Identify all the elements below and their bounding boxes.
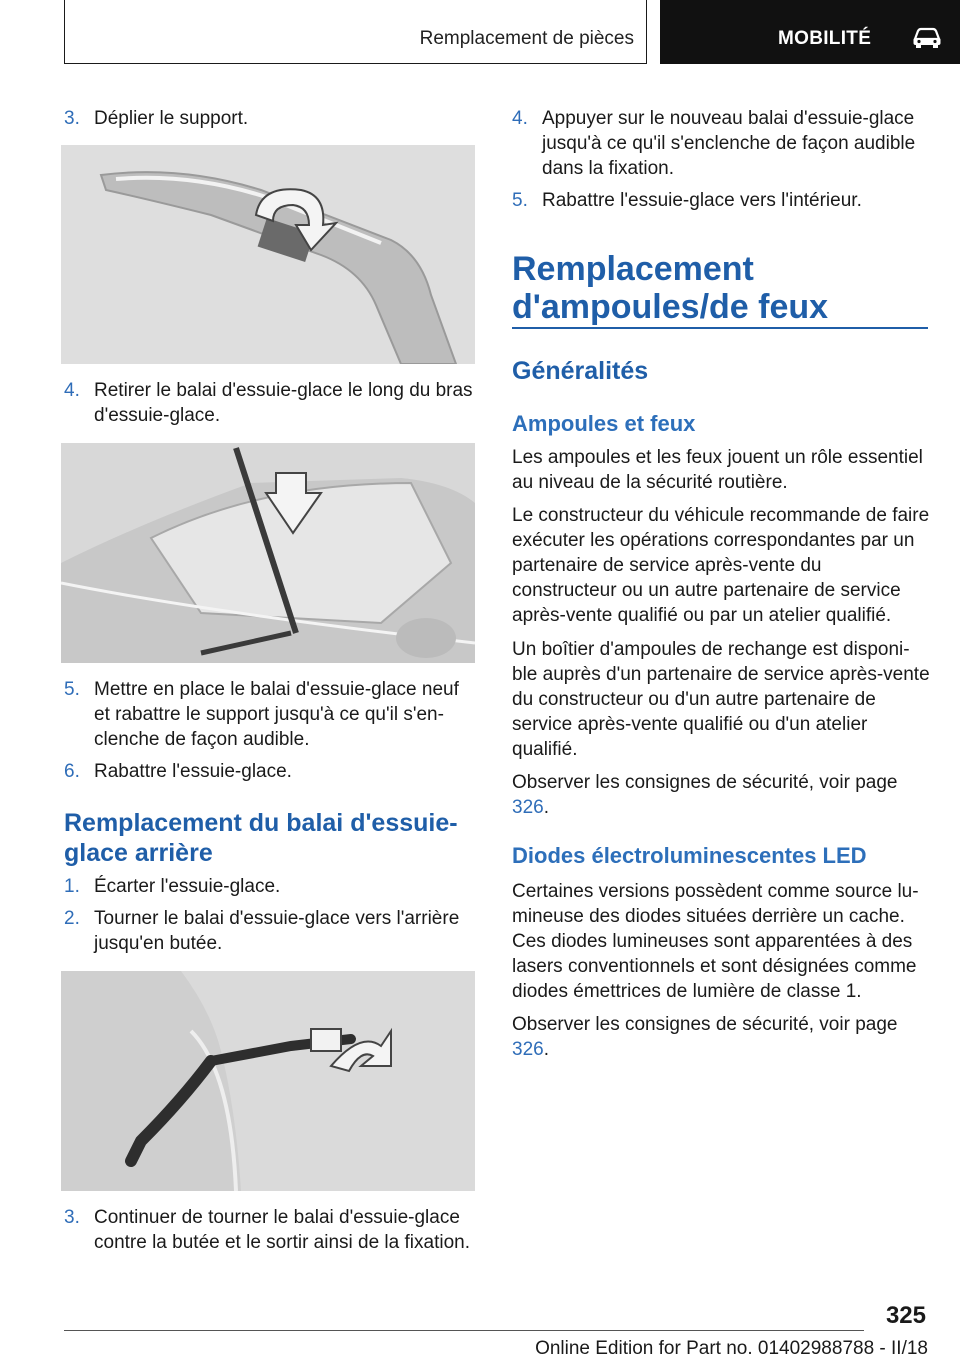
- car-icon: [912, 27, 942, 54]
- subheading-led: Diodes électroluminescentes LED: [512, 843, 867, 868]
- step-number: 5.: [64, 679, 80, 700]
- step-number: 3.: [64, 1207, 80, 1228]
- step-number: 4.: [64, 380, 80, 401]
- step-number: 4.: [512, 108, 528, 129]
- illustration-rear-wiper-rotation: [61, 971, 475, 1191]
- step-4-remove-blade: [64, 378, 474, 428]
- step-2-rotate-blade: [64, 906, 474, 956]
- step-text: Rabattre l'essuie-glace vers l'intérieur.: [542, 190, 862, 211]
- header-section-box: [64, 0, 647, 64]
- header-tab-label: MOBILITÉ: [778, 28, 872, 49]
- paragraph-safety-reference-1: Observer les consignes de sécurité, voir page 326.: [512, 772, 898, 818]
- step-6-fold-wiper: [64, 759, 474, 784]
- title-line-1: Remplacement: [512, 250, 754, 288]
- subheading-bulbs-and-lights: Ampoules et feux: [512, 411, 696, 436]
- title-line-2: d'ampoules/de feux: [512, 288, 829, 326]
- page-link-326[interactable]: 326: [512, 1039, 544, 1060]
- paragraph-manufacturer-recommendation: Le constructeur du véhicule recommande de faire exécuter les opérations correspondantes par un partenaire de service après-vente du constructeur ou un autre partenaire de service après-vente qualifié ou par un atelier qualifié.: [512, 505, 930, 626]
- header-section-title: Remplacement de pièces: [419, 28, 634, 49]
- step-3-unfold-support: [64, 106, 474, 131]
- heading-generalites: Généralités: [512, 357, 649, 385]
- paragraph-bulbs-importance: Les ampoules et les feux jouent un rôle essentiel au niveau de la sécurité routière.: [512, 447, 923, 493]
- step-text: Appuyer sur le nouveau balai d'essuie-glace jusqu'à ce qu'il s'enclenche de façon audible dans la fixation.: [542, 108, 916, 179]
- step-text: Continuer de tourner le balai d'essuie-glace contre la butée et le sortir ainsi de la fixation.: [94, 1207, 470, 1253]
- step-number: 6.: [64, 761, 80, 782]
- title-underline: [512, 327, 928, 329]
- page-link-326[interactable]: 326: [512, 797, 544, 818]
- illustration-windscreen-wiper-removal: [61, 443, 475, 663]
- step-text: Tourner le balai d'essuie-glace vers l'arrière jusqu'en butée.: [94, 908, 460, 954]
- illustration-wiper-support-unfold: [61, 145, 475, 364]
- step-text: Mettre en place le balai d'essuie-glace neuf et rabattre le support jusqu'à ce qu'il s'en-clenche de façon audible.: [94, 679, 459, 750]
- title-bulb-replacement: [512, 250, 932, 326]
- step-3-remove-blade-from-mount: [64, 1205, 474, 1255]
- step-5-install-new-blade: [64, 677, 474, 752]
- heading-rear-wiper-replacement: Remplacement du balai d'essuie-glace arrière: [64, 809, 458, 867]
- paragraph-safety-reference-2: Observer les consignes de sécurité, voir page 326.: [512, 1014, 898, 1060]
- step-text: Rabattre l'essuie-glace.: [94, 761, 292, 782]
- safety-text: Observer les consignes de sécurité, voir page: [512, 772, 898, 793]
- step-number: 1.: [64, 876, 80, 897]
- step-number: 5.: [512, 190, 528, 211]
- step-text: Déplier le support.: [94, 108, 249, 129]
- footer-edition: Online Edition for Part no. 01402988788 - II/18: [535, 1338, 928, 1359]
- footer-rule: [64, 1330, 864, 1331]
- step-5-fold-wiper-inward: [512, 188, 932, 213]
- step-4-press-new-blade: [512, 106, 932, 181]
- header-tab-mobilite[interactable]: [660, 0, 960, 64]
- step-text: Retirer le balai d'essuie-glace le long du bras d'essuie-glace.: [94, 380, 473, 426]
- step-text: Écarter l'essuie-glace.: [94, 876, 281, 897]
- paragraph-led-description: Certaines versions possèdent comme source lu-mineuse des diodes situées derrière un cache. Ces diodes lumineuses sont apparentées à des lasers conventionnels et sont désignées comme diodes émettrices de lumière de classe 1.: [512, 881, 919, 1002]
- step-1-lift-wiper: [64, 874, 474, 899]
- step-number: 2.: [64, 908, 80, 929]
- safety-text: Observer les consignes de sécurité, voir page: [512, 1014, 898, 1035]
- page-number: 325: [885, 1302, 926, 1329]
- step-number: 3.: [64, 108, 80, 129]
- paragraph-spare-bulb-box: Un boîtier d'ampoules de rechange est disponi-ble auprès d'un partenaire de service après-vente du constructeur ou d'un autre partenaire de service après-vente qualifié ou d'un atelier qualifié.: [512, 639, 930, 760]
